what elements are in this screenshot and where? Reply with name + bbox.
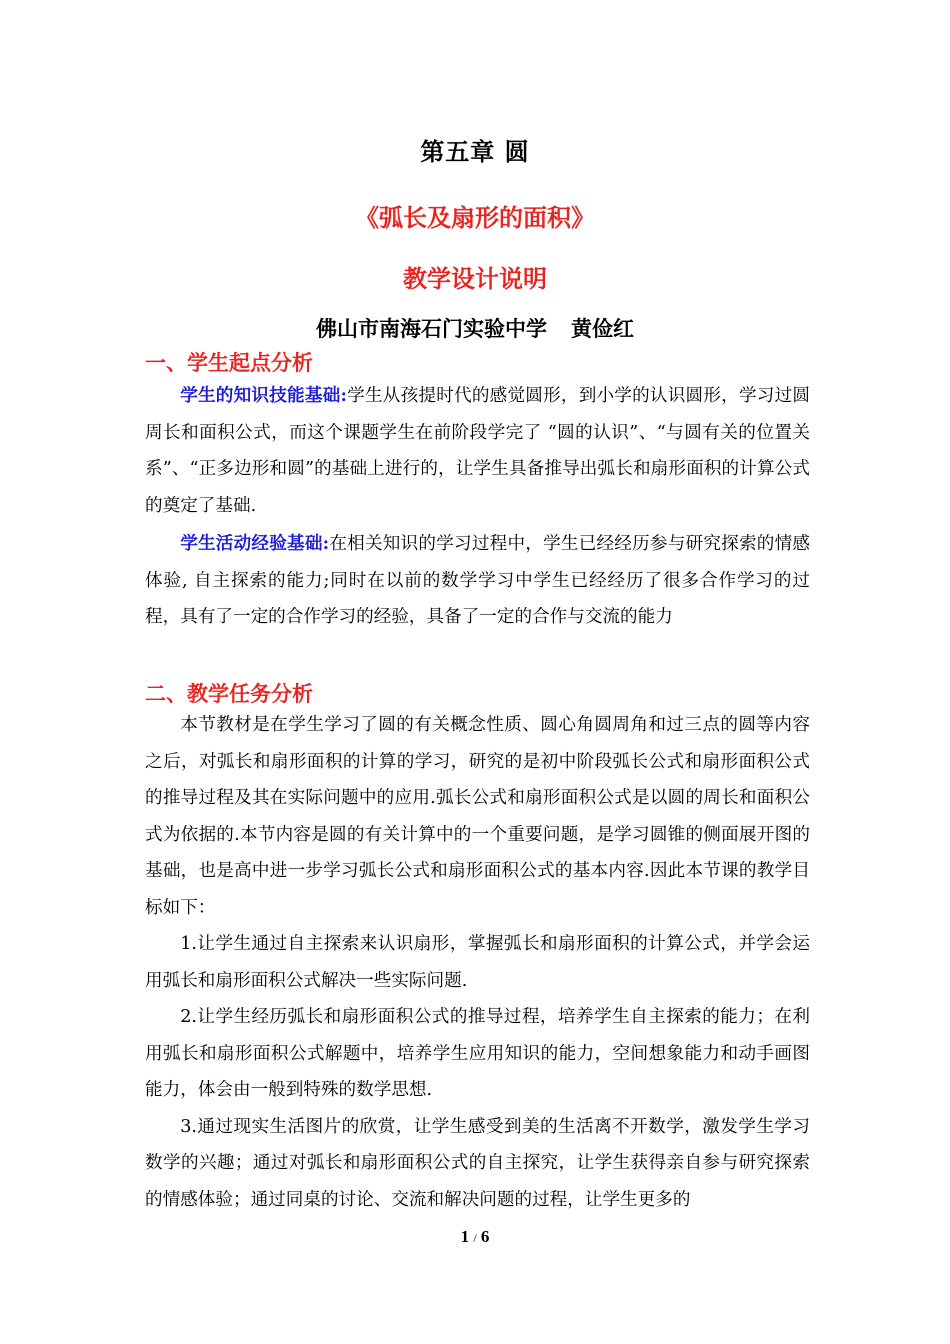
paragraph-text: 在相关知识的学习过程中，学生已经经历参与研究探索的情感体验, 自主探索的能力;同时在以前的数学学习中学生已经经历了很多合作学习的过程，具有了一定的合作学习的经验，具备了一定的合作与交流的能力 bbox=[145, 534, 810, 627]
page-total: 6 bbox=[480, 1227, 490, 1246]
paragraph-knowledge-basis bbox=[145, 378, 810, 524]
goal-item-3: 3.通过现实生活图片的欣赏，让学生感受到美的生活离不开数学，激发学生学习数学的兴趣；通过对弧长和扇形面积公式的自主探究，让学生获得亲自参与研究探索的情感体验；通过同桌的讨论、交流和解决问题的过程，让学生更多的 bbox=[145, 1116, 810, 1210]
chapter-title: 第五章 圆 bbox=[420, 137, 530, 166]
author-name: 黄俭红 bbox=[571, 316, 634, 341]
goal-item-1: 1.让学生通过自主探索来认识扇形，掌握弧长和扇形面积的计算公式，并学会运用弧长和扇形面积公式解决一些实际问题. bbox=[145, 934, 810, 991]
page-current: 1 bbox=[460, 1227, 470, 1246]
section-heading-2: 二、教学任务分析 bbox=[145, 681, 313, 706]
lesson-title: 《弧长及扇形的面积》 bbox=[355, 203, 595, 232]
paragraph-activity-basis bbox=[145, 526, 810, 636]
page-separator: / bbox=[473, 1231, 477, 1245]
school-name: 佛山市南海石门实验中学 bbox=[316, 316, 547, 341]
section-2-body bbox=[145, 707, 810, 1218]
paragraph-label: 学生的知识技能基础: bbox=[180, 385, 347, 406]
paragraph-intro: 本节教材是在学生学习了圆的有关概念性质、圆心角圆周角和过三点的圆等内容之后，对弧长和扇形面积的计算的学习，研究的是初中阶段弧长公式和扇形面积公式的推导过程及其在实际问题中的应用.弧长公式和扇形面积公式是以圆的周长和面积公式为依据的.本节内容是圆的有关计算中的一个重要问题，是学习圆锥的侧面展开图的基础，也是高中进一步学习弧长公式和扇形面积公式的基本内容.因此本节课的教学目标如下： bbox=[145, 715, 810, 918]
design-title: 教学设计说明 bbox=[403, 264, 547, 293]
paragraph-text: 学生从孩提时代的感觉圆形，到小学的认识圆形，学习过圆周长和面积公式，而这个课题学生在前阶段学完了 “圆的认识”、“与圆有关的位置关系”、“正多边形和圆”的基础上进行的，让学生具备推导出弧长和扇形面积的计算公式的奠定了基础. bbox=[145, 386, 810, 516]
section-heading-1: 一、学生起点分析 bbox=[145, 350, 313, 375]
goal-item-2: 2.让学生经历弧长和扇形面积公式的推导过程，培养学生自主探索的能力；在利用弧长和扇形面积公式解题中，培养学生应用知识的能力，空间想象能力和动手画图能力，体会由一般到特殊的数学思想. bbox=[145, 1007, 810, 1100]
author-line bbox=[0, 313, 950, 343]
paragraph-label: 学生活动经验基础: bbox=[180, 533, 330, 554]
page-number bbox=[0, 1227, 950, 1247]
